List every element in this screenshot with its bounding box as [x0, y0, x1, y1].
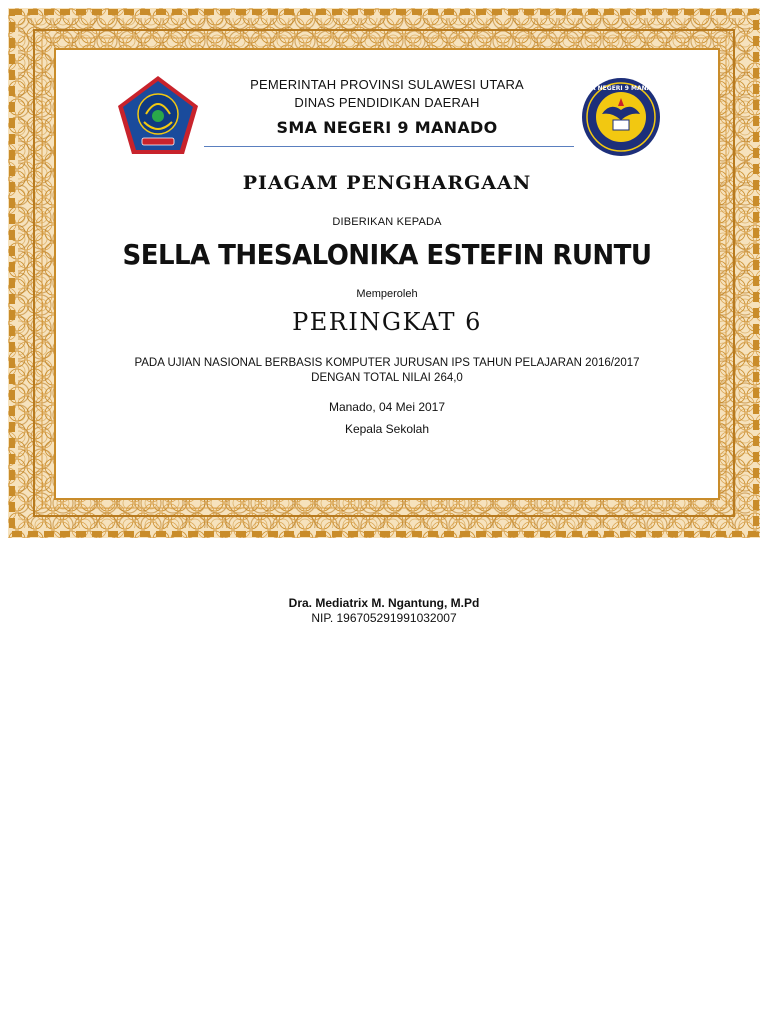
rank-title: PERINGKAT 6: [292, 308, 482, 336]
government-line: PEMERINTAH PROVINSI SULAWESI UTARA: [250, 77, 524, 92]
obtains-label: Memperoleh: [356, 288, 418, 300]
given-to-label: DIBERIKAN KEPADA: [332, 216, 442, 228]
department-line: DINAS PENDIDIKAN DAERAH: [294, 95, 480, 110]
signatory-nip: NIP. 196705291991032007: [311, 611, 457, 625]
signatory-name: Dra. Mediatrix M. Ngantung, M.Pd: [288, 596, 480, 610]
school-name: SMA NEGERI 9 MANADO: [276, 118, 498, 137]
description-line-2: DENGAN TOTAL NILAI 264,0: [311, 372, 463, 384]
signatory-title: Kepala Sekolah: [344, 422, 430, 436]
certificate-body: [54, 48, 720, 500]
school-emblem-text: SMA NEGERI 9 MANADO: [580, 85, 662, 92]
award-title: PIAGAM PENGHARGAAN: [242, 172, 532, 194]
recipient-name: SELLA THESALONIKA ESTEFIN RUNTU: [122, 238, 652, 271]
header-divider: [204, 146, 574, 147]
description-line-1: PADA UJIAN NASIONAL BERBASIS KOMPUTER JURUSAN IPS TAHUN PELAJARAN 2016/2017: [134, 357, 640, 369]
place-date: Manado, 04 Mei 2017: [328, 400, 446, 414]
certificate: [8, 8, 760, 538]
